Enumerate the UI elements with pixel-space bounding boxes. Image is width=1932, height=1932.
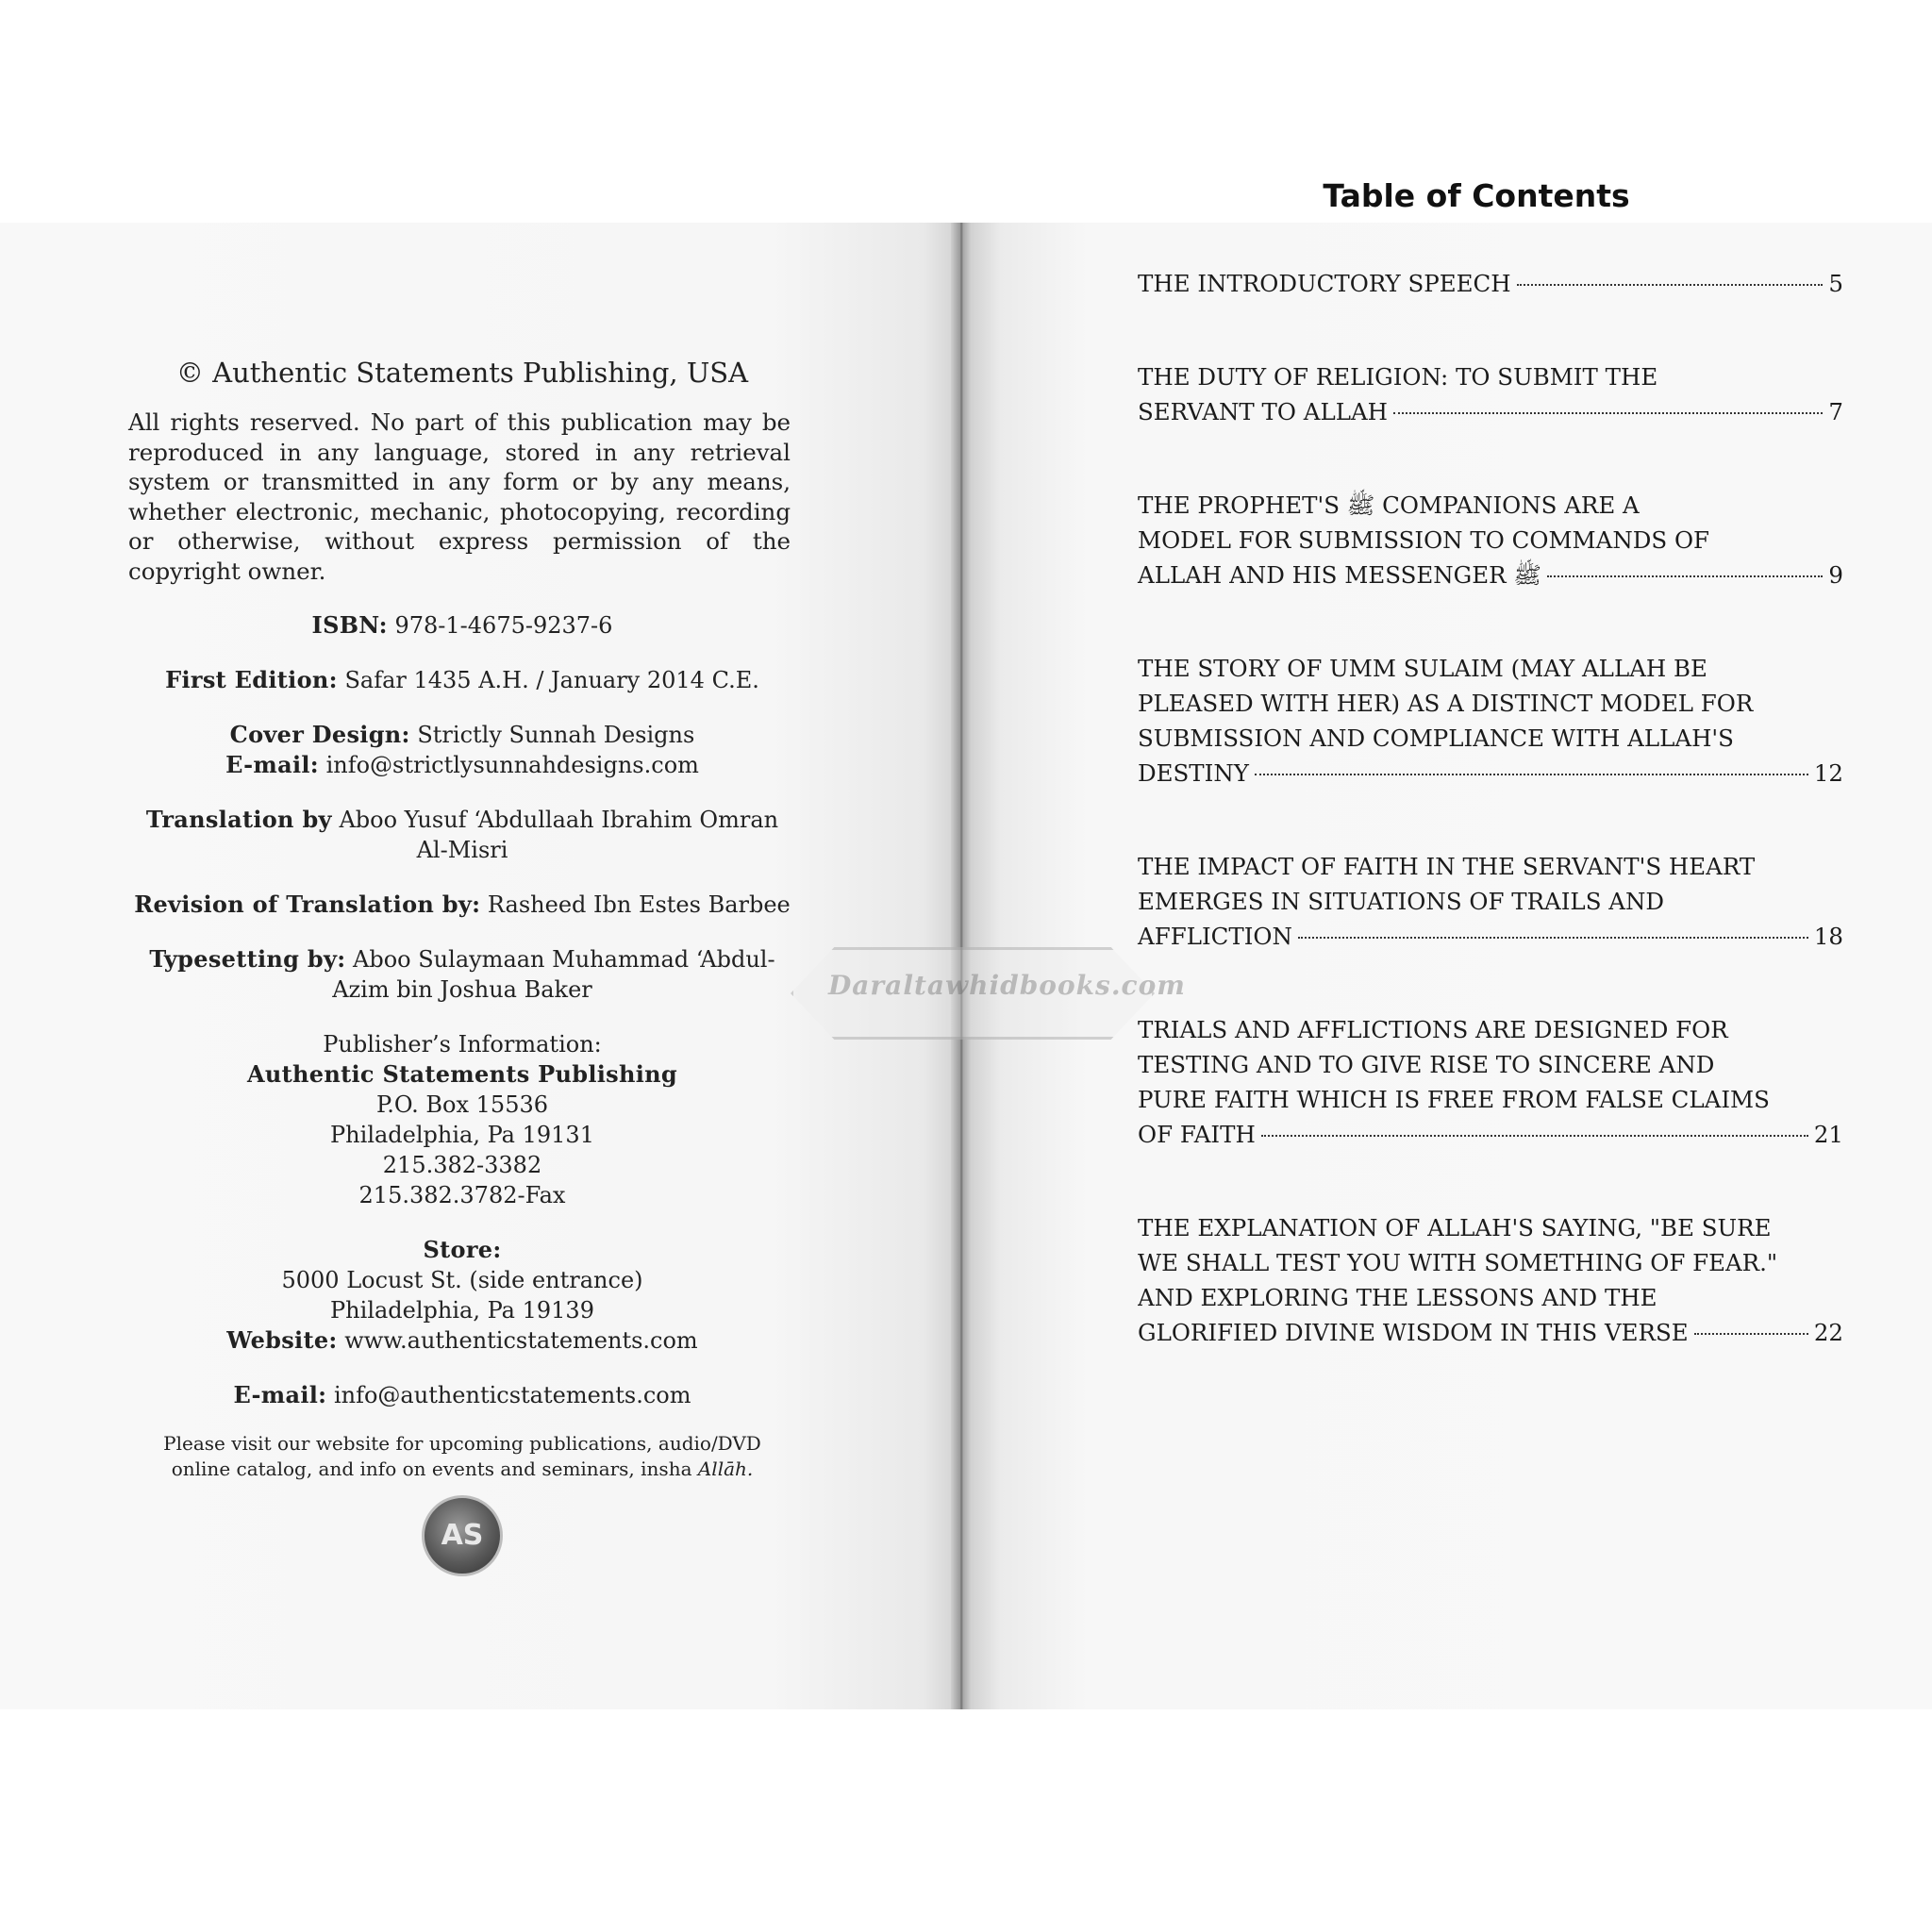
translation-value: Aboo Yusuf ‘Abdullaah Ibrahim Omran (339, 807, 779, 833)
typesetting-label: Typesetting by: (149, 945, 346, 973)
publisher-po-box: P.O. Box 15536 (375, 1091, 549, 1118)
toc-entry-line: THE STORY OF UMM SULAIM (MAY ALLAH BE (1138, 655, 1707, 682)
toc-entry-title-end: ALLAH AND HIS MESSENGER ﷺ (1138, 561, 1541, 589)
edition-label: First Edition: (165, 666, 338, 693)
typesetting-value: Aboo Sulaymaan Muhammad ‘Abdul- (353, 946, 775, 973)
translation-block (104, 805, 821, 865)
toc-page-number: 7 (1828, 398, 1843, 425)
store-label: Store: (423, 1236, 502, 1263)
toc-entry-line: TESTING AND TO GIVE RISE TO SINCERE AND (1138, 1051, 1715, 1078)
toc-entry (1138, 266, 1843, 301)
toc-entry-line: TRIALS AND AFFLICTIONS ARE DESIGNED FOR (1138, 1016, 1728, 1043)
edition-line (104, 665, 821, 695)
publisher-city: Philadelphia, Pa 19131 (330, 1122, 594, 1148)
toc-entry-last-line (1138, 919, 1843, 954)
toc-entry-last-line (1138, 756, 1843, 791)
publisher-info-block (104, 1029, 821, 1210)
revision-value: Rasheed Ibn Estes Barbee (487, 891, 791, 918)
store-address: 5000 Locust St. (side entrance) (281, 1267, 643, 1293)
watermark-text (828, 970, 1186, 1001)
watermark (791, 947, 1186, 1034)
watermark-suffix: .com (1110, 970, 1186, 1001)
toc-page-number: 22 (1813, 1319, 1843, 1346)
toc-list (1138, 266, 1843, 1408)
publisher-info-label: Publisher’s Information: (323, 1031, 602, 1058)
cover-email-label: E-mail: (225, 751, 319, 778)
toc-entry-line: THE EXPLANATION OF ALLAH'S SAYING, "BE SURE (1138, 1214, 1772, 1241)
translation-label: Translation by (145, 806, 332, 833)
toc-entry (1138, 849, 1843, 954)
toc-entry-line: PLEASED WITH HER) AS A DISTINCT MODEL FOR (1138, 690, 1754, 717)
toc-entry-title-end: DESTINY (1138, 759, 1249, 787)
toc-leader-dots (1393, 412, 1823, 414)
website-note-allah: Allāh. (697, 1457, 754, 1480)
website-note-line2: online catalog, and info on events and seminars, insha (171, 1457, 698, 1480)
website-label: Website: (226, 1326, 338, 1354)
publisher-phone: 215.382-3382 (382, 1152, 542, 1178)
toc-entry (1138, 651, 1843, 791)
copyright-notice: © Authentic Statements Publishing, USA (175, 357, 749, 389)
toc-entry-last-line (1138, 394, 1843, 429)
toc-entry-line: THE PROPHET'S ﷺ COMPANIONS ARE A (1138, 491, 1640, 519)
toc-entry-line: MODEL FOR SUBMISSION TO COMMANDS OF (1138, 526, 1710, 554)
revision-line (104, 890, 821, 920)
toc-entry-line: THE DUTY OF RELIGION: TO SUBMIT THE (1138, 363, 1658, 391)
toc-page-number: 9 (1828, 561, 1843, 589)
toc-entry-title-end: AFFLICTION (1138, 923, 1292, 950)
toc-entry (1138, 488, 1843, 592)
toc-entry-title-end: OF FAITH (1138, 1121, 1256, 1148)
isbn-value: 978-1-4675-9237-6 (394, 612, 613, 639)
toc-leader-dots (1517, 284, 1824, 286)
toc-entry-line: EMERGES IN SITUATIONS OF TRAILS AND (1138, 888, 1665, 915)
isbn-line (104, 610, 821, 641)
cover-design-label: Cover Design: (229, 721, 410, 748)
toc-entry-last-line (1138, 1117, 1843, 1152)
revision-label: Revision of Translation by: (134, 891, 481, 918)
website-note-line1: Please visit our website for upcoming publications, audio/DVD (163, 1432, 761, 1455)
toc-leader-dots (1255, 774, 1808, 775)
toc-entry-line: SUBMISSION AND COMPLIANCE WITH ALLAH'S (1138, 724, 1734, 752)
toc-page-number: 5 (1828, 270, 1843, 297)
cover-design-value: Strictly Sunnah Designs (417, 722, 695, 748)
watermark-name: Daraltawhidbooks (828, 970, 1111, 1001)
publisher-logo-letters: AS (441, 1519, 484, 1552)
isbn-label: ISBN: (311, 611, 388, 639)
rights-statement: All rights reserved. No part of this publication may be reproduced in any language, stored in any retrieval system or transmitted in any form or by any means, whether electronic, mechanic, photocopying, recording or otherwise, without express permission of the copyright owner. (128, 408, 791, 585)
toc-page-number: 21 (1813, 1121, 1843, 1148)
toc-entry-title-end: SERVANT TO ALLAH (1138, 398, 1389, 425)
edition-value: Safar 1435 A.H. / January 2014 C.E. (344, 667, 759, 693)
toc-entry (1138, 359, 1843, 429)
toc-entry-title-end: GLORIFIED DIVINE WISDOM IN THIS VERSE (1138, 1319, 1689, 1346)
toc-leader-dots (1298, 937, 1808, 939)
typesetting-value-line2: Azim bin Joshua Baker (332, 976, 592, 1003)
toc-title: Table of Contents (1323, 177, 1630, 214)
publisher-fax: 215.382.3782-Fax (358, 1182, 566, 1208)
toc-leader-dots (1261, 1135, 1808, 1137)
toc-entry-last-line (1138, 266, 1843, 301)
website-note (104, 1431, 821, 1482)
email-value: info@authenticstatements.com (333, 1382, 691, 1408)
toc-entry-line: THE IMPACT OF FAITH IN THE SERVANT'S HEART (1138, 853, 1756, 880)
email-label: E-mail: (233, 1381, 327, 1408)
toc-entry (1138, 1210, 1843, 1350)
email-line (104, 1380, 821, 1410)
toc-page-number: 12 (1813, 759, 1843, 787)
toc-entry-line: PURE FAITH WHICH IS FREE FROM FALSE CLAIMS (1138, 1086, 1770, 1113)
toc-entry-title-end: THE INTRODUCTORY SPEECH (1138, 270, 1511, 297)
cover-email-value: info@strictlysunnahdesigns.com (325, 752, 699, 778)
translation-value-line2: Al-Misri (416, 837, 508, 863)
toc-entry-line: AND EXPLORING THE LESSONS AND THE (1138, 1284, 1657, 1311)
publisher-logo (422, 1495, 503, 1576)
toc-entry-last-line (1138, 1315, 1843, 1350)
toc-page-number: 18 (1813, 923, 1843, 950)
toc-entry-line: WE SHALL TEST YOU WITH SOMETHING OF FEAR." (1138, 1249, 1778, 1276)
store-block (104, 1235, 821, 1356)
toc-entry (1138, 1012, 1843, 1152)
toc-leader-dots (1694, 1333, 1808, 1335)
copyright-page-content (104, 355, 821, 1576)
cover-design-block (104, 720, 821, 780)
publisher-name: Authentic Statements Publishing (246, 1060, 677, 1088)
store-city: Philadelphia, Pa 19139 (330, 1297, 594, 1324)
typesetting-block (104, 944, 821, 1005)
toc-leader-dots (1547, 575, 1823, 577)
toc-entry-last-line (1138, 558, 1843, 592)
website-value: www.authenticstatements.com (344, 1327, 698, 1354)
